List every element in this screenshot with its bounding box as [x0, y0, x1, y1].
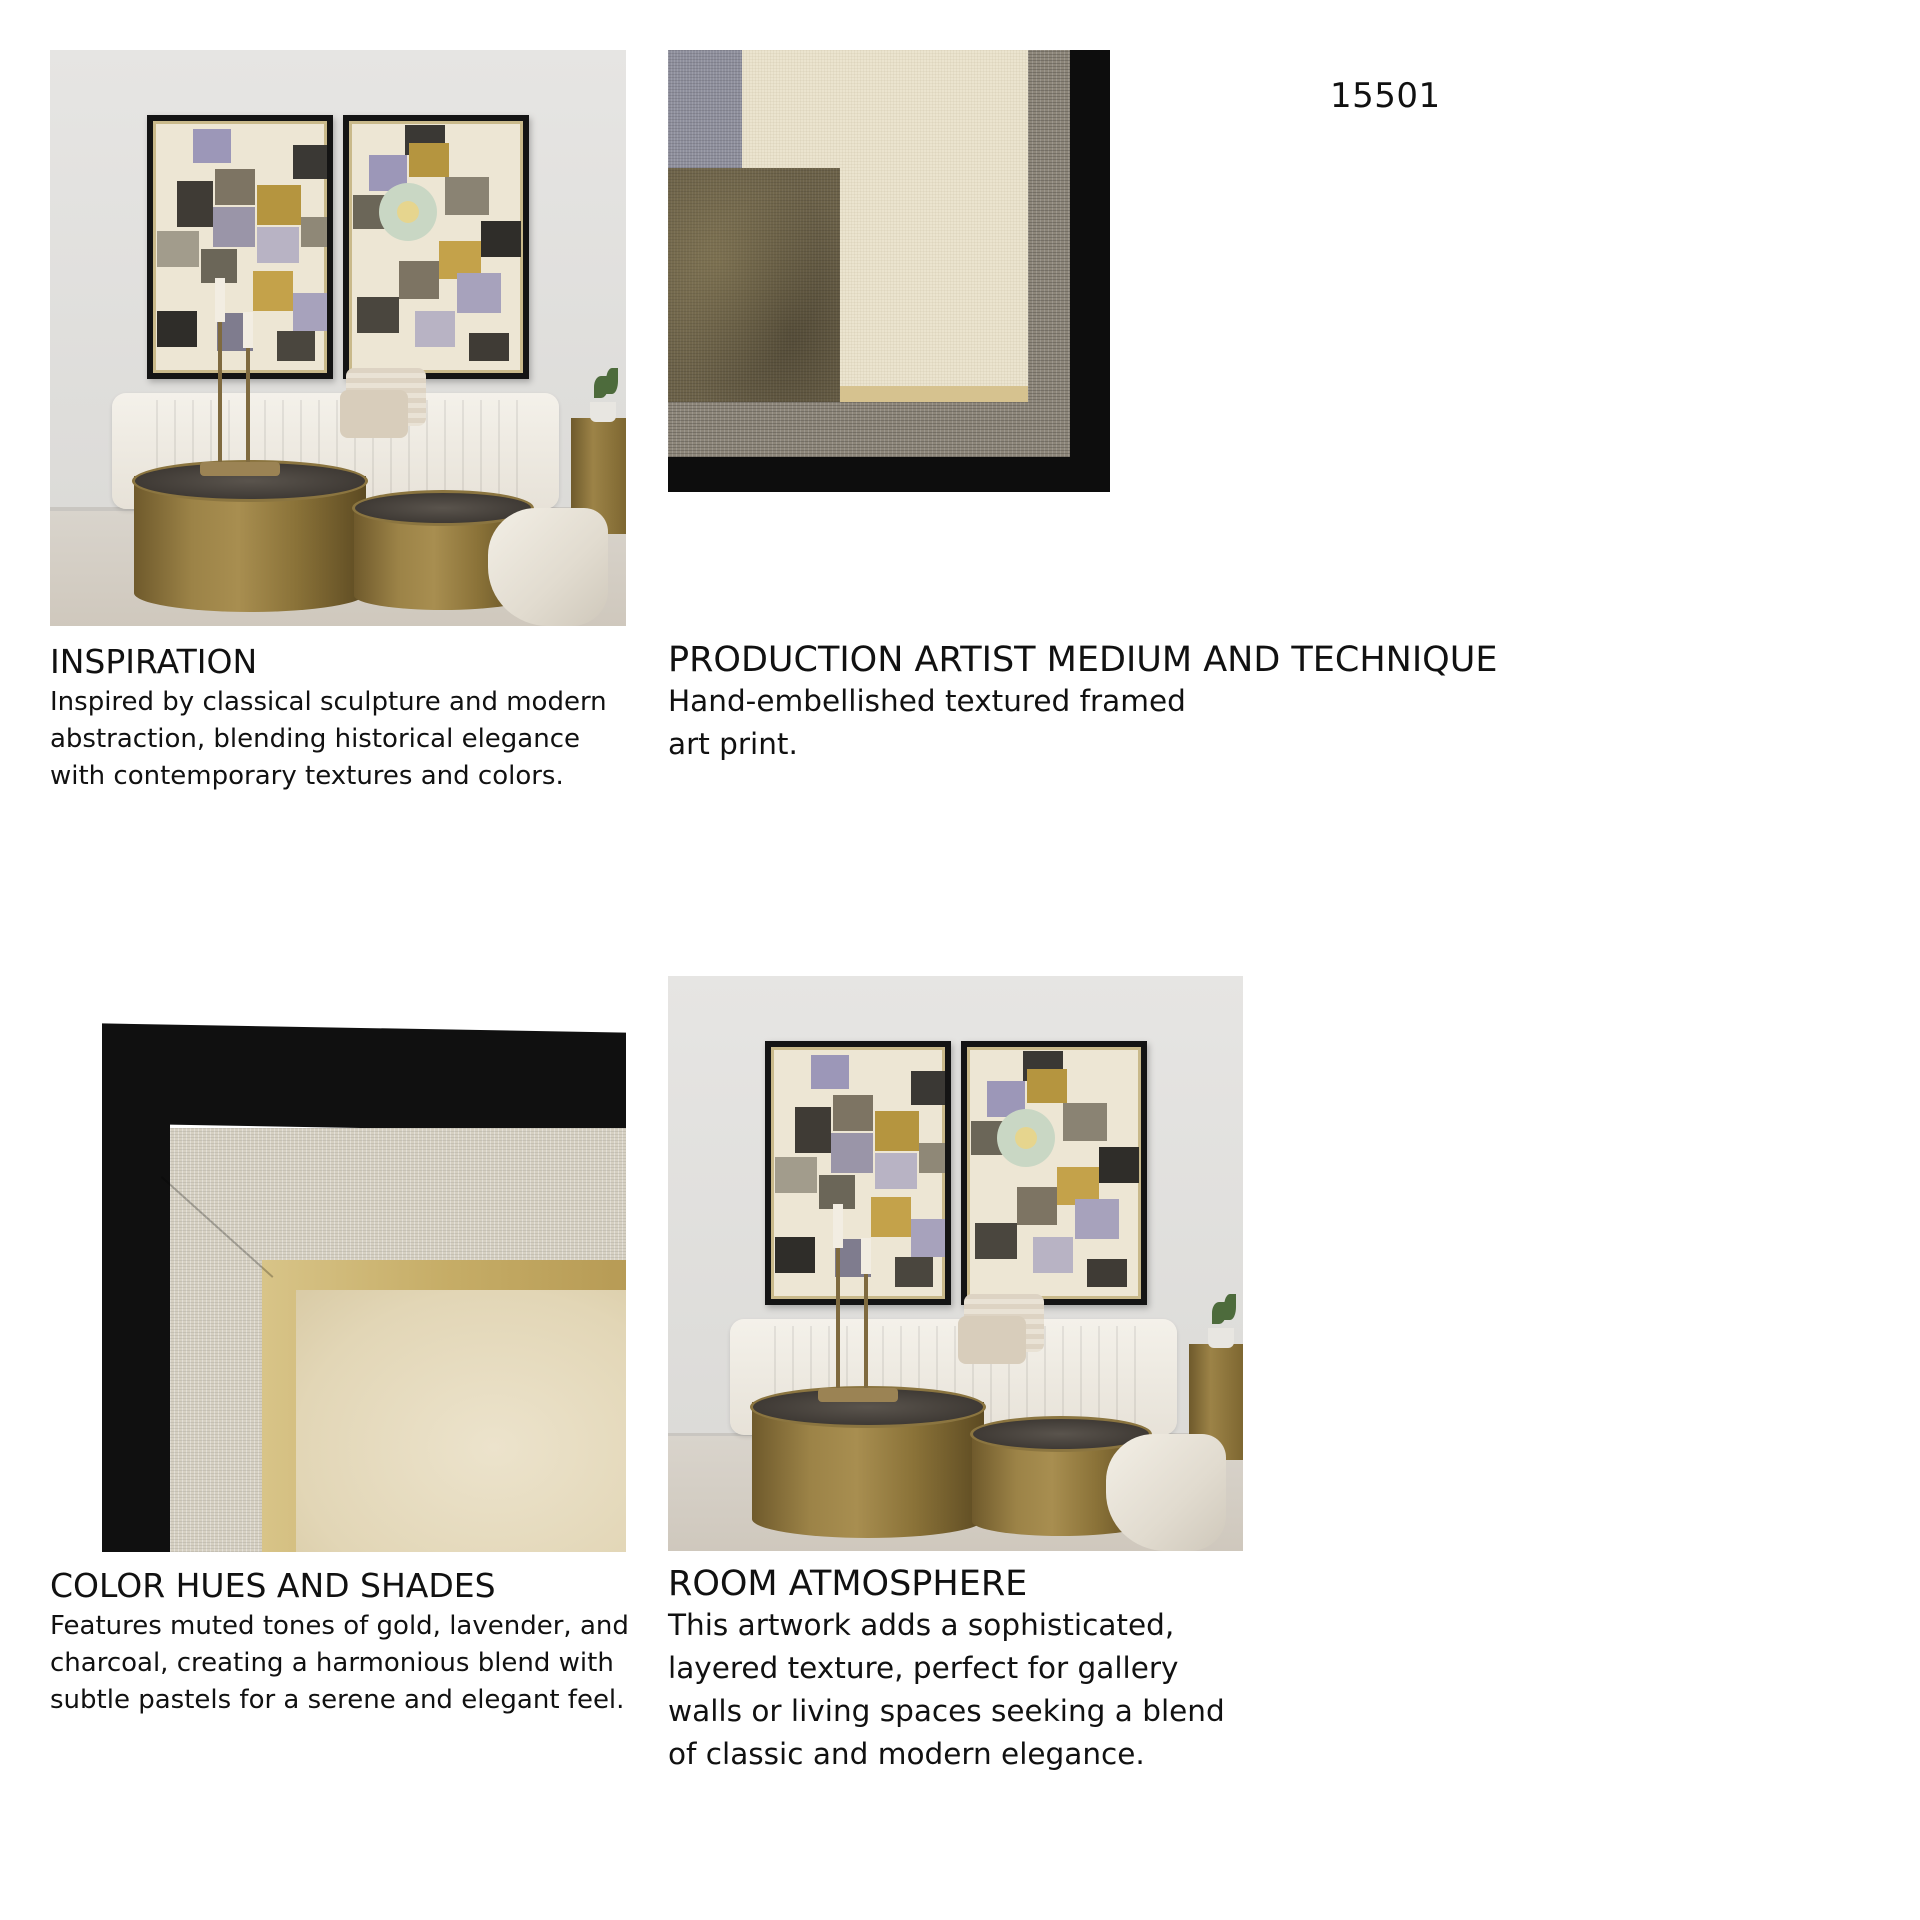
color-section [50, 1566, 630, 1719]
frame-corner-detail-1 [668, 50, 1110, 492]
color-body: Features muted tones of gold, lavender, and charcoal, creating a harmonious blend with subtle pastels for a serene and elegant feel. [50, 1611, 629, 1715]
atmosphere-body: This artwork adds a sophisticated, layered texture, perfect for gallery walls or living spaces seeking a blend of classic and modern elegance. [668, 1608, 1225, 1771]
product-number: 15501 [1330, 76, 1441, 116]
room-scene-photo-2 [668, 976, 1243, 1551]
art-print-left [147, 115, 333, 379]
atmosphere-title: ROOM ATMOSPHERE [668, 1564, 1028, 1604]
frame-corner-detail-2 [50, 976, 626, 1552]
inspiration-body: Inspired by classical sculpture and modern abstraction, blending historical elegance with contemporary textures and colors. [50, 687, 607, 791]
room-scene-photo [50, 50, 626, 626]
atmosphere-section [668, 1564, 1243, 1776]
inspiration-section [50, 642, 630, 795]
inspiration-title: INSPIRATION [50, 642, 258, 681]
color-title: COLOR HUES AND SHADES [50, 1566, 496, 1605]
art-print-right [343, 115, 529, 379]
production-section [668, 640, 1498, 766]
production-title: PRODUCTION ARTIST MEDIUM AND TECHNIQUE [668, 640, 1498, 680]
production-body: Hand-embellished textured framed art print. [668, 684, 1186, 761]
